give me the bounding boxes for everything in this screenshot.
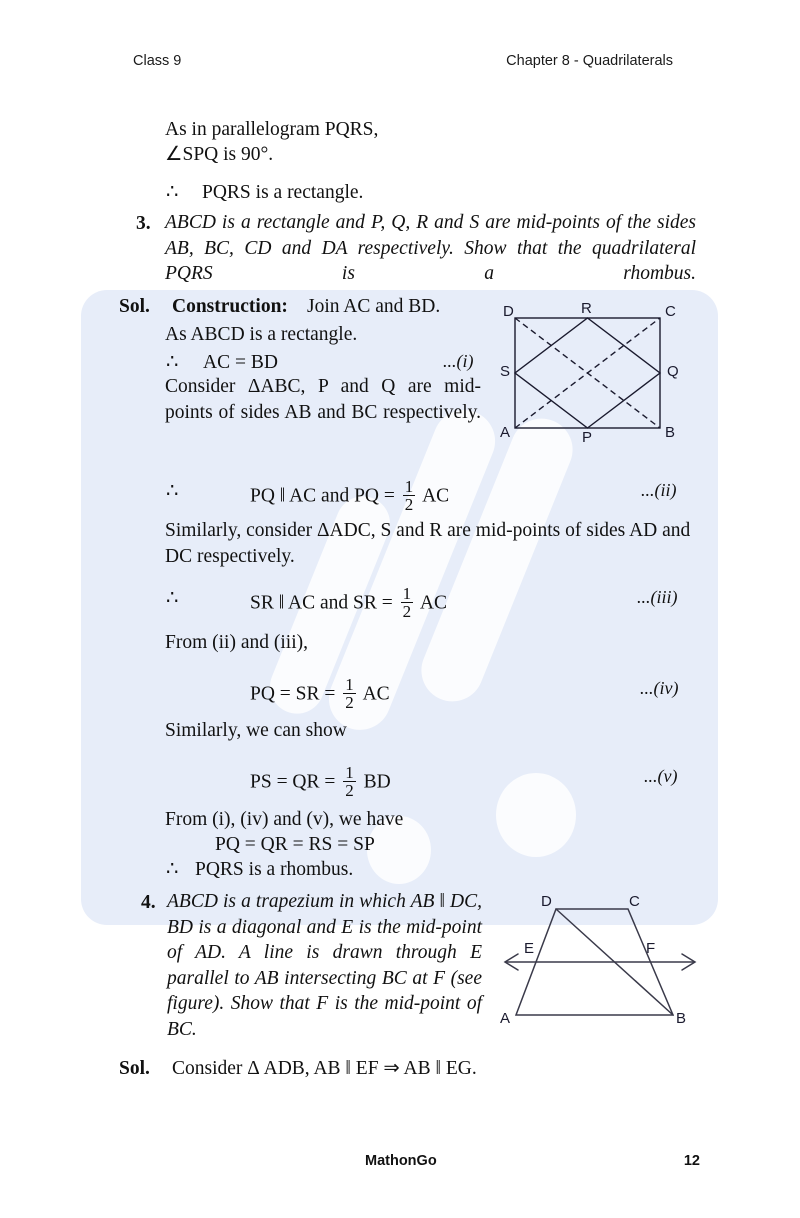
- solution-3-therefore-2: ∴: [166, 481, 179, 502]
- figure1-label-C: C: [665, 303, 676, 320]
- intro-line-2: ∠SPQ is 90°.: [165, 144, 274, 165]
- equation-ref-iii: ...(iii): [637, 587, 678, 607]
- equation-ii-numerator: 1: [404, 477, 414, 496]
- equation-iv-numerator: 1: [345, 675, 354, 694]
- equation-v-denominator: 2: [345, 781, 354, 801]
- solution-3-line-6: Similarly, we can show: [165, 720, 347, 741]
- intro-therefore-symbol: ∴: [166, 182, 179, 203]
- solution-3-therefore-3: ∴: [166, 588, 179, 609]
- equation-iv-lhs: PQ = SR =: [250, 683, 336, 705]
- solution-3-line-5: From (ii) and (iii),: [165, 632, 308, 653]
- equation-ref-ii: ...(ii): [641, 480, 677, 500]
- equation-iv-denominator: 2: [345, 693, 354, 713]
- equation-v-rhs: BD: [363, 771, 391, 793]
- figure1-label-R: R: [581, 300, 592, 317]
- figure1-label-P: P: [582, 429, 593, 446]
- footer-brand: MathonGo: [365, 1153, 437, 1169]
- figure-trapezium-abcd: [498, 888, 703, 1028]
- solution-3-line-1: As ABCD is a rectangle.: [165, 324, 358, 345]
- intro-line-3: PQRS is a rectangle.: [202, 182, 364, 203]
- equation-iii: [250, 586, 447, 622]
- question-4-text: ABCD is a trapezium in which AB ‖ DC, BD is a diagonal and E is the mid-point of AD. A line is drawn through E parallel to AB intersecting BC at F (see figure). Show that F is the mid-point of BC.: [167, 891, 482, 1040]
- solution-3-label: Sol.: [119, 296, 150, 317]
- equation-v: [250, 765, 391, 801]
- equation-iv: [250, 677, 390, 713]
- figure2-label-F: F: [646, 940, 656, 957]
- question-4-number: 4.: [141, 892, 156, 913]
- equation-v-numerator: 1: [345, 763, 354, 782]
- construction-label: Construction:: [172, 296, 288, 317]
- figure1-label-D: D: [503, 303, 514, 320]
- equation-iv-fraction: [343, 676, 356, 712]
- figure2-label-C: C: [629, 893, 640, 910]
- equation-iii-lhs: SR ‖ AC and SR =: [250, 592, 393, 614]
- figure2-label-B: B: [676, 1010, 687, 1027]
- figure-rectangle-pqrs: [495, 300, 695, 445]
- intro-line-1: As in parallelogram PQRS,: [165, 119, 379, 140]
- equation-ii-fraction: [403, 478, 416, 514]
- equation-v-lhs: PS = QR =: [250, 771, 336, 793]
- solution-3-therefore-1: ∴: [166, 352, 179, 373]
- question-3-number: 3.: [136, 213, 151, 234]
- question-3-text: ABCD is a rectangle and P, Q, R and S are mid-points of the sides AB, BC, CD and DA respectively. Show that the quadrilateral PQRS is a rhombus.: [165, 212, 696, 284]
- construction-text: Join AC and BD.: [307, 296, 441, 317]
- solution-4-label: Sol.: [119, 1058, 150, 1079]
- equation-ii-denominator: 2: [404, 495, 414, 515]
- figure-trapezium-abcd-svg: [498, 888, 703, 1028]
- equation-ref-iv: ...(iv): [640, 678, 679, 698]
- equation-iv-rhs: AC: [362, 683, 390, 705]
- solution-3-line-3: Consider ΔABC, P and Q are mid-points of sides AB and BC respectively.: [165, 376, 481, 423]
- figure2-label-E: E: [524, 940, 535, 957]
- solution-3-line-4: Similarly, consider ΔADC, S and R are mid-points of sides AD and DC respectively.: [165, 520, 691, 567]
- page-footer: [0, 1149, 800, 1173]
- figure1-label-Q: Q: [667, 363, 679, 380]
- equation-iii-numerator: 1: [402, 584, 412, 603]
- equation-ii-lhs: PQ ‖ AC and PQ =: [250, 485, 395, 507]
- equation-ii: [250, 479, 449, 515]
- solution-4-text: Consider Δ ADB, AB ‖ EF ⇒ AB ‖ EG.: [172, 1058, 477, 1079]
- figure2-label-A: A: [500, 1010, 511, 1027]
- header-chapter-label: Chapter 8 - Quadrilaterals: [506, 53, 673, 69]
- solution-3-line-8: PQ = QR = RS = SP: [215, 834, 375, 855]
- solution-3-conclusion: PQRS is a rhombus.: [195, 859, 354, 880]
- equation-ref-i: ...(i): [443, 351, 474, 371]
- equation-ii-rhs: AC: [422, 485, 450, 507]
- equation-ref-v: ...(v): [644, 766, 678, 786]
- equation-iii-denominator: 2: [402, 602, 412, 622]
- figure1-label-A: A: [500, 424, 511, 441]
- figure1-label-S: S: [500, 363, 511, 380]
- equation-iii-fraction: [401, 585, 414, 621]
- page-header: [0, 48, 800, 74]
- solution-3-ac-eq-bd: AC = BD: [203, 352, 278, 373]
- figure1-label-B: B: [665, 424, 676, 441]
- header-class-label: Class 9: [133, 53, 182, 69]
- solution-3-line-7: From (i), (iv) and (v), we have: [165, 809, 404, 830]
- footer-page-number: 12: [683, 1153, 700, 1169]
- equation-v-fraction: [343, 764, 356, 800]
- solution-3-therefore-4: ∴: [166, 859, 179, 880]
- equation-iii-rhs: AC: [419, 592, 447, 614]
- figure2-label-D: D: [541, 893, 552, 910]
